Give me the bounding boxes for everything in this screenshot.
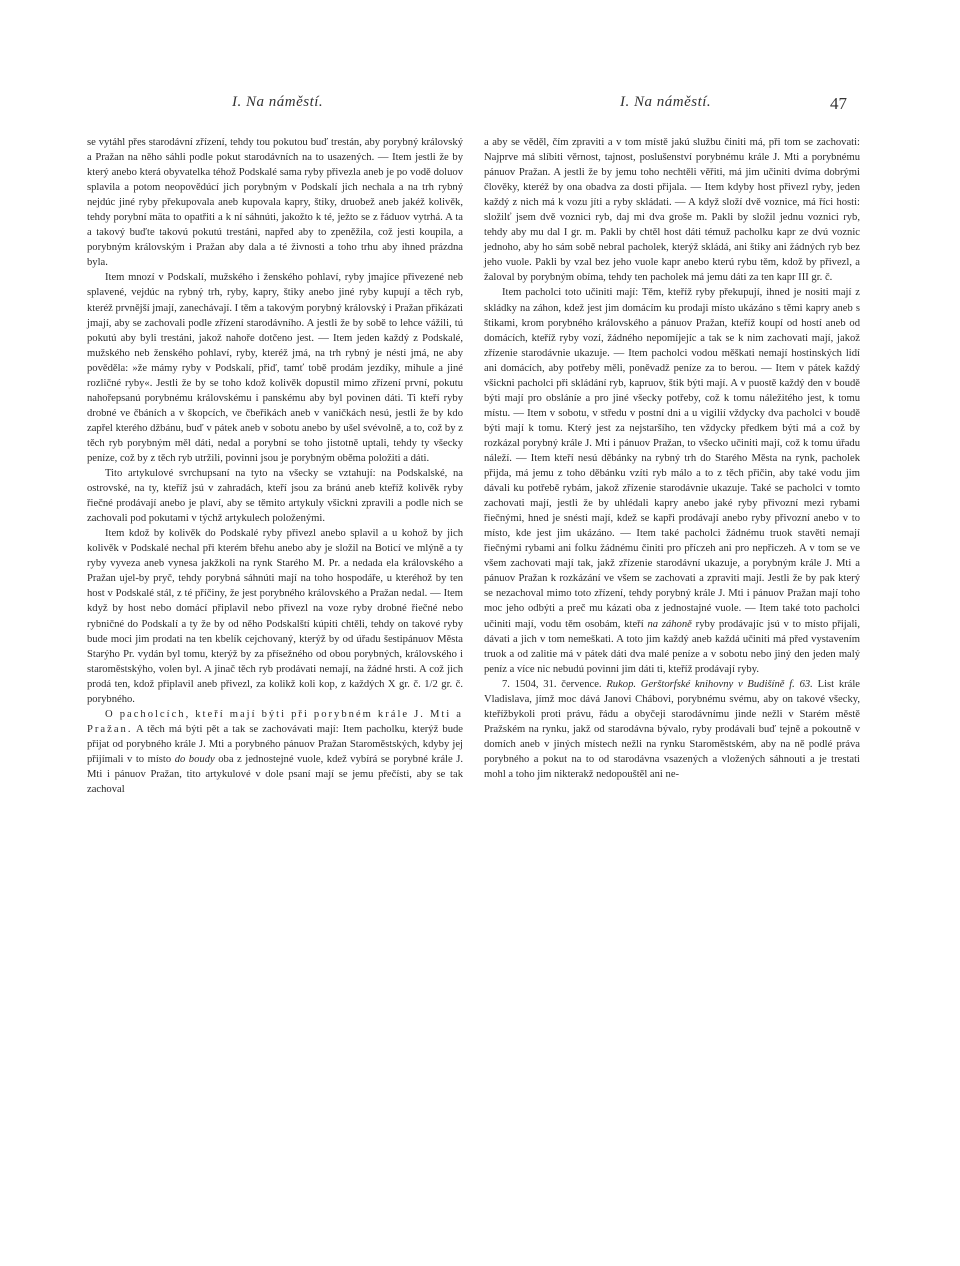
page-number: 47 — [830, 94, 847, 113]
fraction: 1/2 — [424, 678, 438, 690]
paragraph: Tito artykulové svrchupsaní na tyto na všecky se vztahují: na Podskalské, na ostrovské, na ty, kteříž jsú v zahradách, kteří jsou za bránú aneb kteříž kolivěk ryby řiečné prodávají anebo je plaví, aby se těmito artykuly všickni zpravili a podle nich se zachovali pod pokutami v týchž artykulech položenými. — [87, 468, 463, 525]
paragraph-tail: oba z jednostejné vuole, kdež vybírá se porybné krále J. Mti i pánuov Pražan, tito artykulové v dole psaní mají se jemu přečísti, aby se tak zachoval — [87, 753, 463, 796]
paragraph — [87, 526, 463, 707]
paragraph-tail: ryby prodávajíc jsú v to místo přijali, dávati a jich v tom nemeškati. A toto jim každý aneb každá učiniti má před vystavením truok a od zalitie má v pátek dáti dva malé peníze a v sobotu nebo jiný den jeden malý peníz a více nic nebudú povinni jim dáti ti, kteříž prodávají ryby. — [484, 618, 860, 675]
paragraph-text: Item kdož by kolivěk do Podskalé ryby přivezl anebo splavil a u kohož by jich kolivěk v Podskalé nechal při kterém břehu anebo aby je složil na Boticí ve mlýně a ty ryby vyveza aneb vynesa jakžkoli na rynk Starého M. Pr. a nedada ela královského a Pražan ujel-by pryč, tehdy porybná sáhnúti mají na toho hospodáře, u kteréhož by ten host v Podskalé stál, z té příčiny, že jest porybného královského a Pražan nedal. — Item když by host nebo domácí připlavil nebo přivezl na voze ryby drobné řiečné nebo rybničné do Podskalí a ty že by od něho Podskalští kúpiti chtěli, tehdy on takové ryby bude moci jim prodati na ten kbelík cejchovaný, kterýž by od úřadu šestipánuov Města Starýho Pr. vydán byl tomu, kterýž by za přísežného od obou porybných, královského i staroměstskýho, volen byl. A jinač těch ryb prodávati nemají, na žádné hrsti. A což jich prodá ten, kdož připlavil aneb přivezl, za kolikž koli kop, z každých X gr. č. — [87, 528, 463, 690]
paragraph-tail: gr. č. porybného. — [87, 678, 463, 705]
source-citation: Rukop. Gerštorfské knihovny v Budišíně f. 63. — [606, 678, 813, 690]
paragraph-text: List krále Vladislava, jímž moc dává Janovi Chábovi, porybnému svému, aby on takové všecky, kteřížbykoli proti právu, řádu a obyčeji starodávnímu jinde nežli v Starém městě Pražském na rynku, jakž od starodávna bývalo, ryby prodávali buď tejně a pokoutně v domích aneb v jiných místech nežli na rynku Staroměstském, aby na ně podlé práva porybného a pokut na to od starodávna vsazených a vložených sáhnouti a je trestati mohl a toho jim nikterakž nedopouštěl ani ne- — [484, 678, 860, 780]
entry-lead: 7. 1504, 31. července. — [502, 678, 602, 690]
section-heading: O pacholcích, kteří mají býti při porybném krále J. Mti a Pražan. — [87, 708, 463, 735]
italic-term: do boudy — [174, 753, 215, 765]
paragraph-text: A těch má býti pět a tak se zachovávati mají: Item pacholku, kterýž bude přijat od porybného krále J. Mti a porybného pánuov Pražan Staroměstských, kdyby jej přijímali v to místo — [87, 723, 463, 765]
paragraph-text: Item pacholci toto učiniti mají: Těm, kteříž ryby překupují, ihned je nositi mají z skládky na záhon, kdež jest jim domácím ku prodaji místo ukázáno s těmi kapry aneb s štikami, krom porybného královského a pánuov Pražan, kteříž koupí od hostí aneb od domácích, kteříž ryby vozí, žádného nepomíjejíc a tak se k nim zachovati mají, jakož zřízenie starodávnie ukazuje. — Item pacholci vodou měškati nemají hostinských lidí ani domácích, aby potřeby měli, poněvadž peníze za to berou. — Item v pátek každý všickni pacholci při skládání ryb, kapruov, štik býti mají. A v puostě každý den v boudě býti mají pro obsláníe a pro jiné všecky potřeby, což k tomu náležitého jest, k tomu místu. — Item v sobotu, v středu v postní dni a u vigilií vždycky dva pacholci v boudě býti mají k tomu. Který jest za nejstaršího, ten vždycky předkem býti má a což by rozkázal porybný krále J. Mti i pánuov Pražan, to všecko učiniti mají, což k tomu úřadu náleží. — Item kteří nesú děbánky na rybný trh do Starého Města na rynk, pacholek přijda, má jemu z toho děbánku vzíti ryb málo a to z těch přičin, aby také vodu jim dávali ku potřebě rybám, jakož zřízenie starodávnie ukazuje. Také se pacholci v tomto zachovati mají, jestli že by uhlédali kapry anebo jaké ryby přivozní mezi rybami řiečnými, hned je snésti mají, kdež se kapři prodávají anebo ryby přivozní anebo v to místo, kde jest jim ukázáno. — Item také pacholci žádnému truok stavěti nemají řiečnými rybami ani folku žádnému činiti pro příczeh ani pro nepřiczeh. A v tom se ve všem zachovati mají tak, jakž zřízenie starodávní ukazuje, a porybným krále J. Mti a pánuov Pražan k rozkázání ve všem se zachovati a zpraviti mají. Jestli že by pak který se nezachoval mimo toto zřízení, tehdy porybný krále J. Mti i pánuov Pražan mají toho moc jeho odbýti a preč mu kázati oba z jednostajné vuole. — Item také toto pacholci učiniti mají, vodu těm osobám, kteří — [484, 287, 860, 630]
italic-term: na záhoně — [647, 618, 692, 630]
paragraph — [87, 707, 463, 797]
left-column — [87, 135, 463, 797]
paragraph: Item mnozí v Podskalí, mužského i ženského pohlaví, ryby jmajíce přivezené neb splavené, vejdúc na rybný trh, ryby, kapry, štiky anebo jiné ryby kupují a těch ryb, kteréž prvnější jmají, zanechávají. I těm a takovým porybný královský i Pražan přikázati jmají, aby se zachovali podle zřízení starodávního. A jestli že by sobě to lehce vážili, tú pokutú aby byli trestáni, jakož nahoře dotčeno jest. — Item jeden každý z Podskalé, mužského neb ženského pohlaví, ryby, kteréž jmá, na trh rybný je nésti jmá, ne aby pověděla: »že mámy ryby v Podskalí, přiď, tamť tobě prodám jezdíky, mihule a jiné rozličné ryby«. Jestli že by se toho kdož kolivěk dopustil mimo zřízení první, pokutu nahořepsanú porybnému královskému i panskému aby byl povinen dáti. Ti kteří ryby drobné ve čbáních a v škopcích, ve čbeřikách aneb v vaničkách nesú, jestli že by kdo zapřel kterého džbánu, buď v pátek aneb v sobotu anebo by ušel svévolně, a to, což by z těch ryb porybným měl dáti, nedal a porybní se toho jistotně uptali, tehdy ty všecky peníze, což by z těch ryb utržili, povinni jsou je porybným oběma položiti a dáti. — [87, 272, 463, 464]
paragraph: se vytáhl přes starodávní zřízení, tehdy tou pokutou buď trestán, aby porybný královský a Pražan na něho sáhli podle pokut starodávních na to usazených. — Item jestli že by který anebo která obyvatelka téhož Podskalé sama ryby přivezla aneb je po vodě doluov splavila a potom neopovědúcí jich porybným v Podskalí jich nechala a na trh rybný nejdúc jiné ryby překupovala aneb kupovala kapry, štiky, druobež aneb jakéž kolivěk, tehdy porybní mäta to opatřiti a k ní sáhnúti, jakožto k té, ježto se z řáduov vytrhá. A ta a takový buďte takovú pokutú trestáni, napřed aby to zpeněžila, což jesti koupila, a porybným královským i Pražan aby dala a té živnosti a toho trhu aby ihned prázdna byla. — [87, 137, 463, 269]
running-header-left: I. Na náměstí. — [232, 94, 324, 110]
paragraph — [484, 677, 860, 782]
running-header-right: I. Na náměstí. — [620, 94, 712, 110]
right-column — [484, 135, 860, 782]
paragraph — [484, 285, 860, 676]
paragraph: a aby se věděl, čím zpraviti a v tom místě jakú službu činiti má, při tom se zachovati: Najprve má slíbiti věrnost, tajnost, poslušenství porybnému krále J. Mti a porybnému pánuov Pražan. A jestli že by jemu toho nechtěli věřiti, má jim učiniti dvíma dobrými člověky, kteréž by ona obadva za dosti přijala. — Item kdyby host přivezl ryby, jeden každý z nich má k vozu jíti a ryby skládati. — A když složí dvě voznice, má říci hosti: složilť jsem dvě voznici ryb, daj mi dva groše m. Pakli by složil jednu voznici ryb, tehdy aby mu dal I gr. m. Pakli by chtěl host dáti témuž pacholku kapr ze dvú voznic jednoho, aby ho sám sobě nebral pacholek, kterýž skládá, ani štiky ani žádných ryb bez jeho vuole. Pakli by vzal bez jeho vuole kapr anebo kterú rybu těm, kdož by přivezl, a žaloval by porybným obíma, tehdy ten pacholek má jemu dáti za ten kapr III gr. č. — [484, 137, 860, 284]
